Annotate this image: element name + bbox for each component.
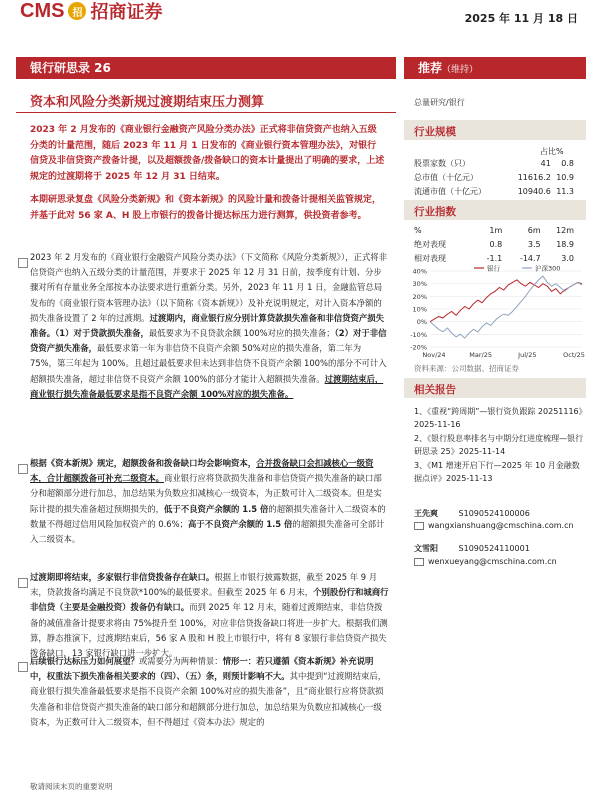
- chart-y-ticks: [410, 268, 427, 352]
- rating-sub: （维持）: [442, 65, 479, 75]
- table-row: [414, 184, 574, 198]
- related-report-3[interactable]: 3、《M1 增速开启下行—2025 年 10 月金融数据点评》2025-11-13: [414, 461, 580, 483]
- body-paragraph-1: [30, 250, 390, 402]
- chart-x-tick-label: Jul/25: [518, 351, 537, 359]
- chart-legend-label: 银行: [487, 264, 500, 273]
- p3-text: 根据上市银行披露数据，截至 2025 年 9 月末，贷款拨备均满足不良贷款*100%的最低要求。但截至 2025 年 6 月末，: [30, 572, 378, 598]
- p3-bold-1: 过渡期即将结束，多家银行非信贷拨备存在缺口。: [30, 572, 215, 582]
- row-pct: 0.8: [561, 158, 574, 168]
- industry-scale-heading: 行业规模: [414, 126, 456, 138]
- analyst-email[interactable]: wangxianshuang@cmschina.com.cn: [428, 521, 574, 530]
- analyst-1-email-row[interactable]: [414, 520, 584, 531]
- chart-y-tick-label: -20%: [410, 343, 427, 352]
- chart-y-tick-label: 0%: [416, 318, 427, 327]
- table-row: [414, 156, 574, 170]
- bullet-icon: [18, 464, 28, 474]
- logo-badge-icon: 招: [68, 2, 86, 20]
- rating: [404, 57, 586, 81]
- footer-note: 敬请阅读末页的重要说明: [30, 782, 113, 791]
- col-header: 1m: [489, 225, 503, 235]
- row-label: 流通市值（十亿元）: [414, 186, 486, 196]
- report-date: 2025 年 11 月 18 日: [464, 12, 578, 25]
- bullet-icon: [18, 258, 28, 268]
- p3-text-2: 而到 2025 年 12 月末，随着过渡期结束，非信贷拨备的减值准备计提要求将由 75%提升至 100%，对应非信贷拨备缺口将进一步扩大。根据我们测算，静态推演下，过渡期结束后，56 家 A 股和 H 股上市银行中，将有 8 家银行非信贷资产损失拨备缺口，13 家银行缺口进一步扩大。: [30, 602, 388, 659]
- p2-text-2: 但是实际计提的损失准备超过预期损失的，: [30, 488, 382, 514]
- industry-scale-table: [414, 156, 574, 198]
- rating-band: [404, 57, 586, 79]
- email-icon: [414, 522, 424, 530]
- report-category: 总量研究/银行: [414, 98, 465, 107]
- p1-text-3: 最低要求第一年为非信贷不良资产余额 50%对应的损失准备，第二年为 75%，第三年起为 100%。且超过最低要求但未达到非信贷不良资产余额 100%的部分不可计入超额损失准备，超过非信贷不良资产余额 100%的部分才能计入超额损失准备。: [30, 343, 387, 384]
- cell: -14.7: [519, 253, 541, 263]
- analyst-name: 文雪阳: [414, 544, 438, 553]
- p2-text-3: 的超额损失准备计入二级资本的数量不得超过信用风险加权资产的 0.6%；: [30, 503, 386, 529]
- chart-y-tick-label: 30%: [412, 280, 427, 289]
- chart-series-line: [430, 276, 582, 338]
- body-paragraph-2: [30, 456, 390, 547]
- p4-bold-1: 后续银行达标压力如何展望？: [30, 656, 139, 666]
- summary-paragraph-1: 2023 年 2 月发布的《商业银行金融资产风险分类办法》正式将非信贷资产也纳入五级分类的计量范围，随后 2023 年 11 月 1 日发布的《商业银行资本管理办法》，对银行信贷及非信贷资产拨备计提，以及超额拨备/拨备缺口的资本计量提出了明确的要求，上述规定的过渡期将于 2025 年 12 月 31 日结束。: [30, 125, 385, 182]
- chart-lines: [430, 276, 582, 338]
- body-paragraph-4: [30, 654, 390, 730]
- row-value: 41: [540, 158, 551, 168]
- row-label: 总市值（十亿元）: [414, 172, 478, 182]
- p4-bold-2: 情形一：若只遵循《资本新规》补充说明中，权重法下损失准备相关要求的（四）、（五）条，则预计影响不大。: [30, 656, 374, 682]
- title-divider: [16, 112, 396, 113]
- bullet-icon: [18, 662, 28, 672]
- row-value: 11616.2: [517, 172, 551, 182]
- analyst-cert: S1090524110001: [458, 544, 530, 553]
- cell: 3.5: [527, 239, 541, 249]
- email-icon: [414, 558, 424, 566]
- chart-x-tick-label: Nov/24: [422, 351, 446, 359]
- analyst-email[interactable]: wenxueyang@cmschina.com.cn: [428, 557, 557, 566]
- related-reports-header: [404, 378, 586, 398]
- analyst-2-email-row[interactable]: [414, 557, 557, 566]
- body-paragraph-3: [30, 570, 390, 661]
- report-title: 资本和风险分类新规过渡期结束压力测算: [30, 95, 265, 110]
- cell: 18.9: [556, 239, 574, 249]
- row-label: 股票家数（只）: [414, 158, 470, 168]
- series-band: [16, 57, 396, 79]
- p2-text-4: 的超额损失准备可全部计入二级资本。: [30, 518, 385, 545]
- logo-text-en: CMS: [20, 0, 65, 22]
- col-header: %: [414, 225, 422, 235]
- index-chart: [404, 263, 586, 363]
- rating-label: 推荐: [418, 61, 443, 75]
- related-report-1[interactable]: 1、《重视“跨周期”—银行资负跟踪 20251116》2025-11-16: [414, 407, 583, 429]
- analyst-2: [414, 543, 530, 554]
- row-label: 绝对表现: [414, 239, 446, 249]
- related-report-2[interactable]: 2、《银行股息率排名与中期分红进度梳理—银行研思录 25》2025-11-14: [414, 434, 584, 456]
- logo-text-cn: 招商证券: [90, 2, 163, 23]
- chart-legend-label: 沪深300: [535, 264, 561, 273]
- p1-bold-underline: 过渡期结束后，商业银行损失准备最低要求是指不良资产余额 100%对应的损失准备。: [30, 373, 384, 399]
- p2-bold-2: 低于不良资产余额的 1.5 倍: [164, 503, 269, 514]
- p1-bold-2: （2）对于非信贷资产损失准备，: [30, 328, 387, 354]
- series-title: 银行研思录 26: [30, 61, 111, 75]
- p1-bold-1: 过渡期内，商业银行应分别计算贷款损失准备和非信贷资产损失准备。（1）对于贷款损失准备，: [30, 312, 385, 339]
- p1-text-2: 最低要求为不良贷款余额 100%对应的损失准备；: [148, 328, 335, 339]
- chart-y-tick-label: 10%: [412, 305, 427, 314]
- col-header: 6m: [527, 225, 541, 235]
- cell: 3.0: [561, 253, 574, 263]
- summary-paragraph-2: 本期研思录复盘《风险分类新规》和《资本新规》的风险计量和拨备计提相关监管规定，并基于此对 56 家 A、H 股上市银行的拨备计提达标压力进行测算，供投资者参考。: [30, 195, 382, 221]
- chart-source: 资料来源：公司数据、招商证券: [414, 364, 519, 373]
- row-label: 相对表现: [414, 253, 446, 263]
- related-reports-heading: 相关报告: [414, 384, 456, 396]
- p4-text-2: 其中提到“过渡期结束后，商业银行损失准备最低要求是指不良资产余额 100%对应的损失准备”，且“商业银行应将贷款损失准备和非信贷资产损失准备的缺口部分和超额部分进行加总，加总结果为负数应扣减核心一级资本，为正数可计入二级资本，但不得超过《资本办法》规定的: [30, 671, 387, 727]
- row-pct: 10.9: [556, 172, 574, 182]
- p2-bold-underline: 合并拨备缺口会扣减核心一级资本，合计超额拨备可补充二级资本。: [30, 458, 374, 484]
- p1-text: 2023 年 2 月发布的《商业银行金融资产风险分类办法》（下文简称《风险分类新规》），正式将非信贷资产也纳入五级分类的计量范围，并要求于 2025 年 12 月 31 日前，按季度有计划、分步骤对所有存量业务全部按本办法要求进行重新分类。另外，2023 年 11 月 1 日，金融监管总局发布的《商业银行资本管理办法》（以下简称《资本新规》）及补充说明规定，对计入资本净额的损失准备设置了 2 年的过渡期。: [30, 252, 388, 323]
- col-header: 12m: [556, 225, 574, 235]
- scale-col-header: 占比%: [540, 147, 564, 156]
- table-row: [414, 170, 574, 184]
- table-header-row: [414, 223, 574, 237]
- table-row: [414, 237, 574, 251]
- p2-bold-3: 高于不良资产余额的 1.5 倍: [187, 518, 293, 529]
- industry-index-header: [404, 200, 586, 220]
- company-logo: [20, 0, 162, 24]
- analyst-name: 王先爽: [414, 509, 438, 518]
- p2-bold-1: 根据《资本新规》规定，超额拨备和拨备缺口均会影响资本，: [30, 458, 257, 468]
- analyst-1: [414, 508, 530, 519]
- industry-scale-header: [404, 120, 586, 140]
- chart-x-tick-label: Mar/25: [469, 351, 493, 359]
- row-value: 10940.6: [517, 186, 551, 196]
- chart-grid: [430, 271, 582, 347]
- chart-x-ticks: [422, 351, 584, 359]
- chart-x-tick-label: Oct/25: [563, 351, 585, 359]
- bullet-icon: [18, 578, 28, 588]
- p3-bold-2: 个别股份行和城商行非信贷（主要是金融投资）拨备仍有缺口。: [30, 587, 389, 613]
- p2-text: 商业银行应将贷款损失准备和非信贷资产损失准备的缺口部分和超额部分进行加总，加总结果为负数应扣减核心一级资本，为正数可计入二级资本。: [30, 473, 382, 499]
- industry-index-table: [414, 223, 574, 265]
- p4-text: 或需要分为两种情景：: [138, 656, 223, 666]
- industry-index-heading: 行业指数: [414, 206, 456, 218]
- chart-y-tick-label: 40%: [412, 267, 427, 276]
- cell: 0.8: [489, 239, 503, 249]
- chart-y-tick-label: -10%: [410, 330, 427, 339]
- chart-y-tick-label: 20%: [412, 292, 427, 301]
- row-pct: 11.3: [556, 186, 574, 196]
- cell: -1.1: [486, 253, 503, 263]
- analyst-cert: S1090524100006: [458, 509, 530, 518]
